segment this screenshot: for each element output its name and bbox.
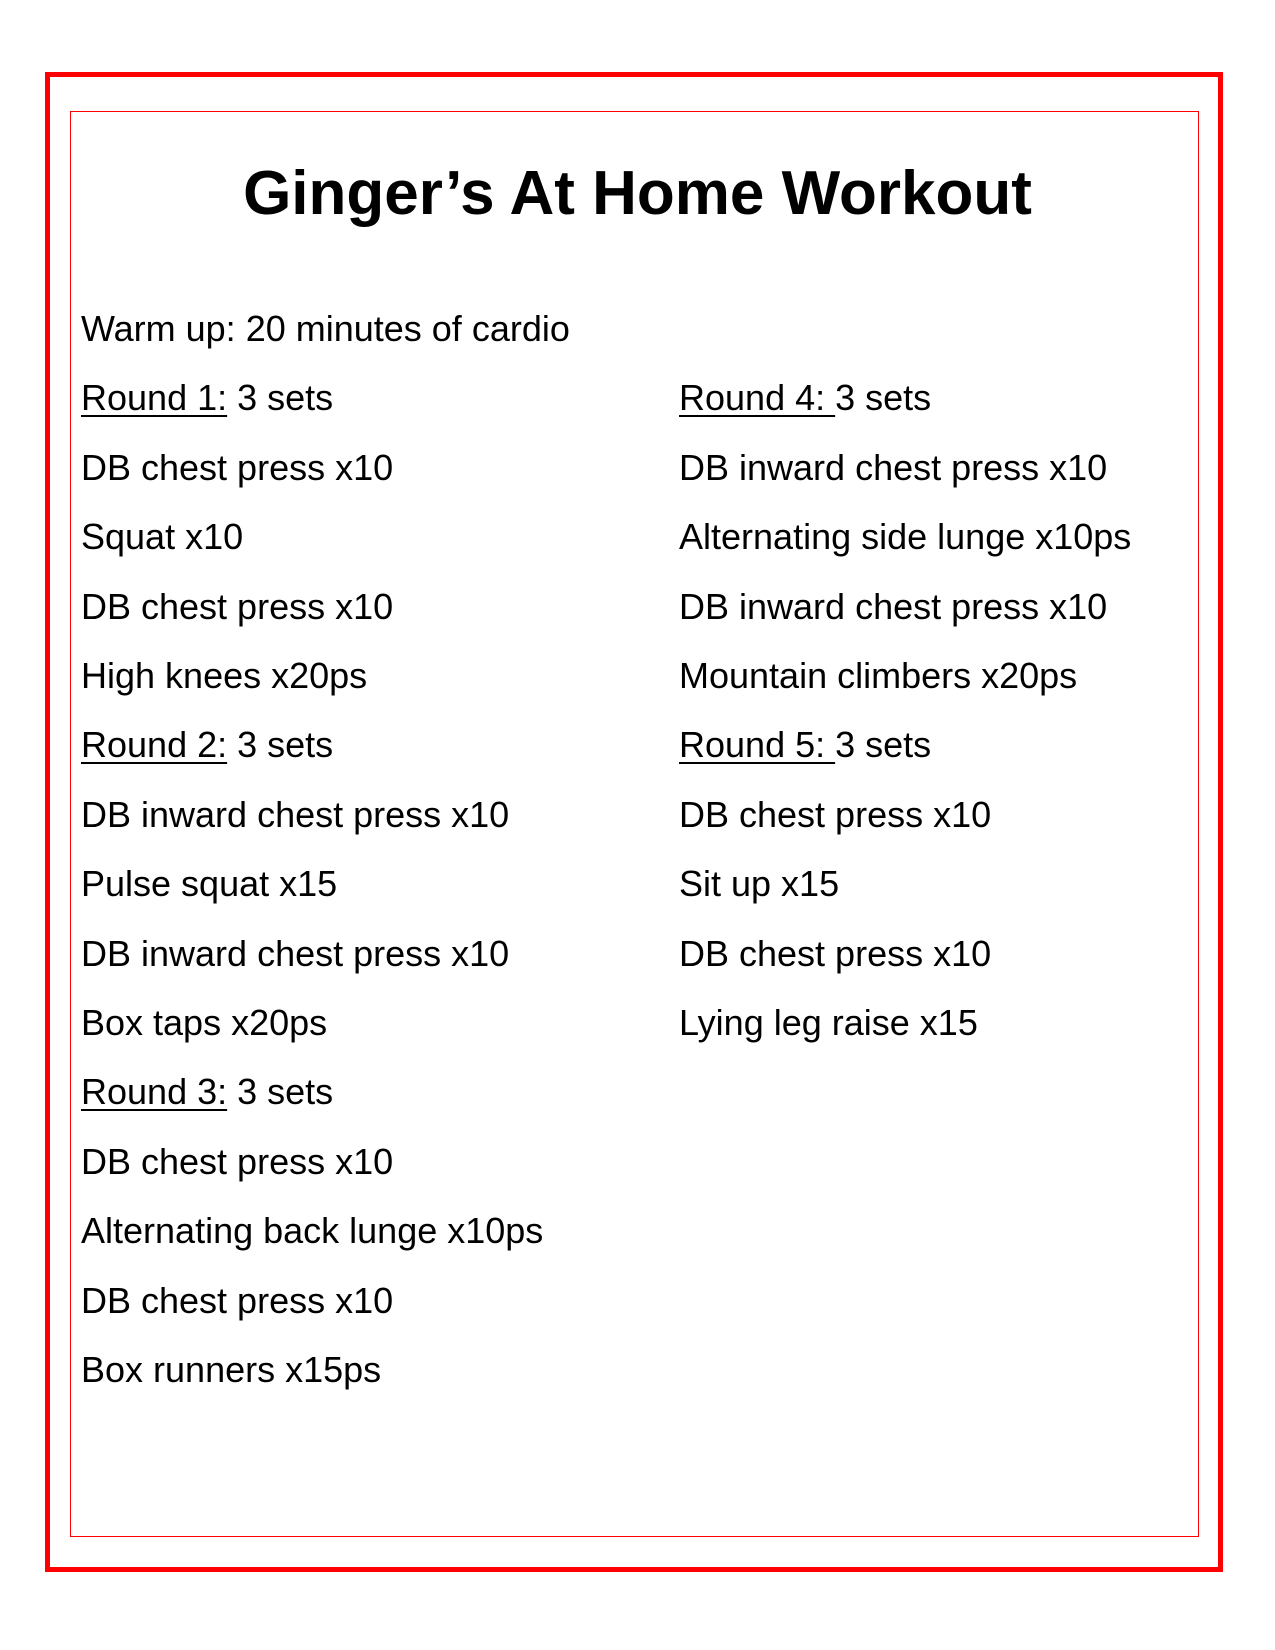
round-5-sets: 3 sets <box>835 724 932 765</box>
round-3-exercise: DB chest press x10 <box>81 1141 394 1182</box>
round-5-exercise: DB chest press x10 <box>679 794 992 835</box>
round-2-sets: 3 sets <box>227 724 334 765</box>
round-1-exercise: DB chest press x10 <box>81 586 394 627</box>
round-1-exercise: Squat x10 <box>81 516 244 557</box>
round-5-label: Round 5: <box>679 724 836 765</box>
round-3-label: Round 3: <box>81 1071 228 1112</box>
round-2-heading <box>81 723 333 767</box>
round-4-heading <box>679 376 931 420</box>
warmup-text: Warm up: 20 minutes of cardio <box>81 308 570 349</box>
round-5-exercise: Sit up x15 <box>679 863 840 904</box>
round-1-exercise: DB chest press x10 <box>81 447 394 488</box>
round-2-exercise: DB inward chest press x10 <box>81 794 510 835</box>
round-4-exercise: Alternating side lunge x10ps <box>679 516 1132 557</box>
round-1-sets: 3 sets <box>227 377 334 418</box>
round-2-exercise: DB inward chest press x10 <box>81 933 510 974</box>
round-3-heading <box>81 1070 333 1114</box>
round-5-exercise: Lying leg raise x15 <box>679 1002 978 1043</box>
round-1-heading <box>81 376 333 420</box>
round-2-label: Round 2: <box>81 724 228 765</box>
round-4-sets: 3 sets <box>835 377 932 418</box>
round-4-exercise: DB inward chest press x10 <box>679 447 1108 488</box>
round-4-exercise: DB inward chest press x10 <box>679 586 1108 627</box>
round-5-heading <box>679 723 931 767</box>
round-3-sets: 3 sets <box>227 1071 334 1112</box>
round-1-exercise: High knees x20ps <box>81 655 368 696</box>
round-5-exercise: DB chest press x10 <box>679 933 992 974</box>
round-3-exercise: DB chest press x10 <box>81 1280 394 1321</box>
round-3-exercise: Box runners x15ps <box>81 1349 382 1390</box>
round-2-exercise: Pulse squat x15 <box>81 863 338 904</box>
round-1-label: Round 1: <box>81 377 228 418</box>
round-2-exercise: Box taps x20ps <box>81 1002 328 1043</box>
round-4-exercise: Mountain climbers x20ps <box>679 655 1078 696</box>
round-3-exercise: Alternating back lunge x10ps <box>81 1210 544 1251</box>
round-4-label: Round 4: <box>679 377 836 418</box>
page-title: Ginger’s At Home Workout <box>243 159 1032 228</box>
